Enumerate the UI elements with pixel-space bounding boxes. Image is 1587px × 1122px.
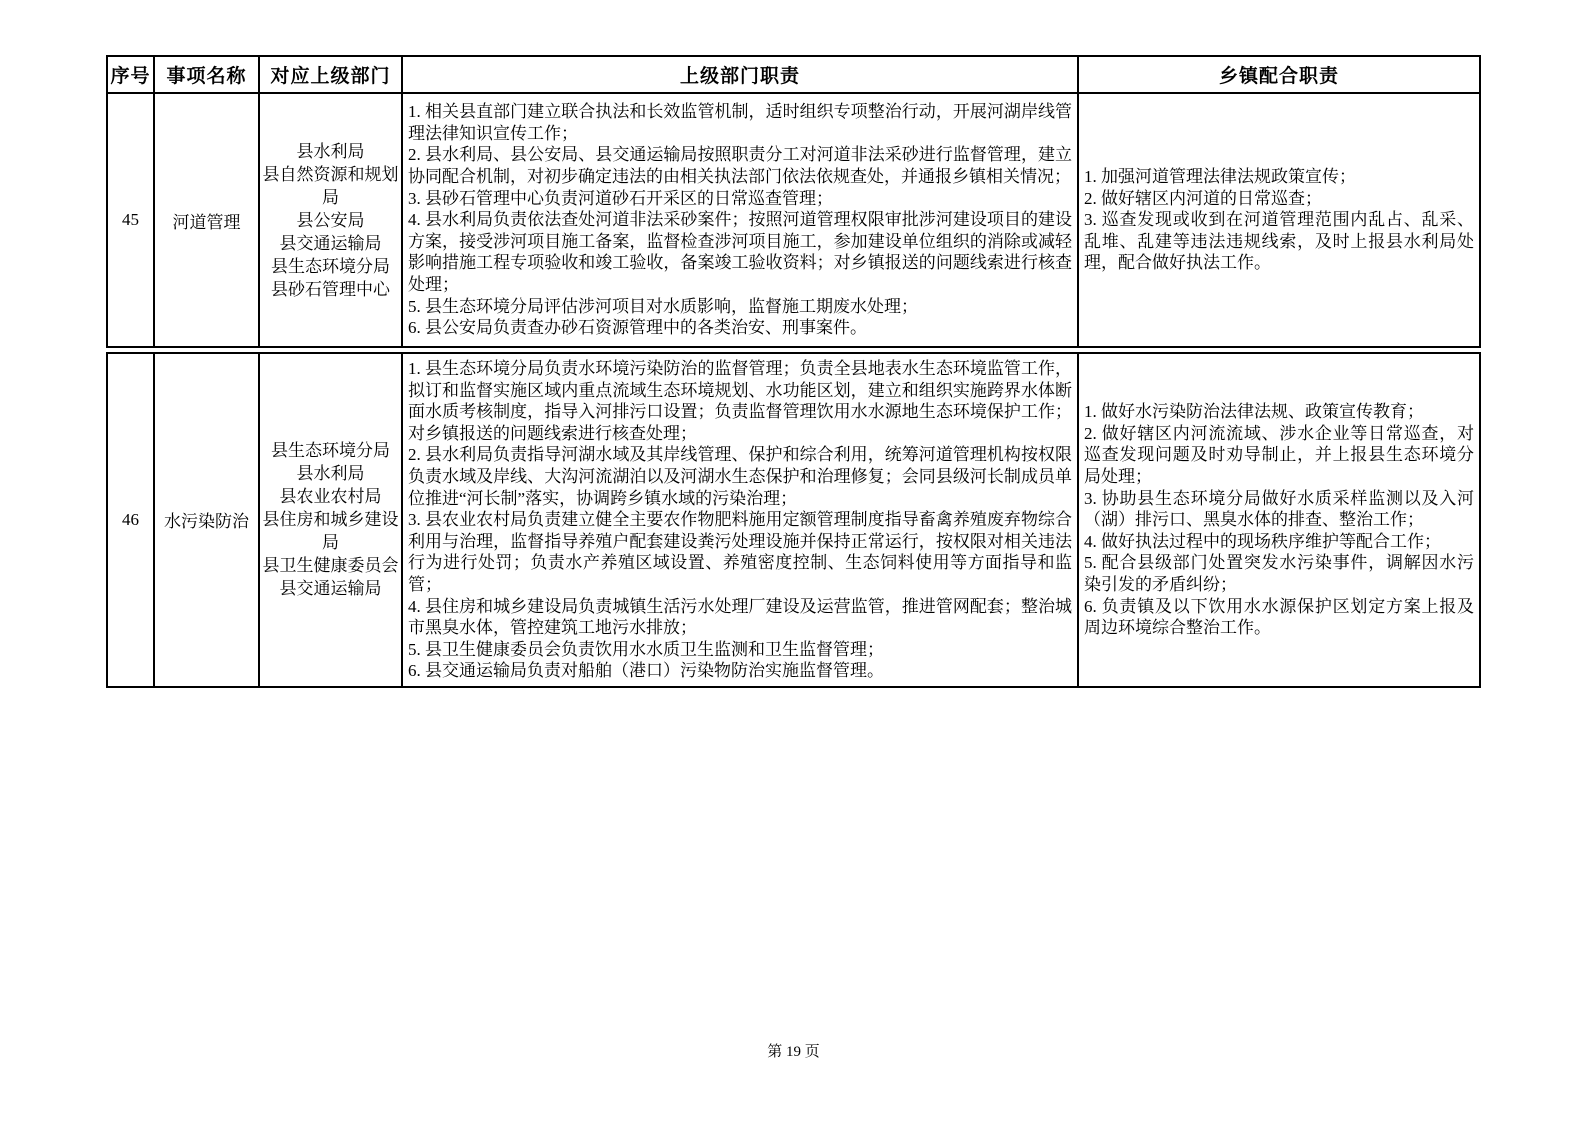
row-45-township-duties: [1078, 93, 1480, 347]
duty-item: 5. 县生态环境分局评估涉河项目对水质影响，监督施工期废水处理；: [408, 296, 918, 316]
department: 县交通运输局: [279, 579, 382, 599]
duty-item: 3. 县砂石管理中心负责河道砂石开采区的日常巡查管理；: [408, 188, 833, 208]
department: 县自然资源和规划局: [262, 164, 399, 207]
table-row-46-block: [106, 352, 1481, 688]
department: 县生态环境分局: [271, 256, 390, 276]
duty-item: 6. 县交通运输局负责对船舶（港口）污染物防治实施监督管理。: [408, 661, 884, 681]
row-46-township-duties: [1078, 353, 1480, 687]
duty-item: 6. 县公安局负责查办砂石资源管理中的各类治安、刑事案件。: [408, 318, 867, 338]
duty-item: 1. 相关县直部门建立联合执法和长效监管机制，适时组织专项整治行动，开展河湖岸线管理法律知识宣传工作；: [408, 102, 1072, 143]
page-number: 第 19 页: [767, 1044, 820, 1060]
department: 县水利局: [296, 464, 365, 484]
col-header-departments: 对应上级部门: [259, 56, 402, 93]
department: 县砂石管理中心: [271, 279, 390, 299]
col-header-township-duties: 乡镇配合职责: [1078, 56, 1480, 93]
department: 县住房和城乡建设局: [262, 510, 399, 553]
department: 县农业农村局: [279, 487, 382, 507]
header-row: [107, 56, 1480, 93]
department: 县卫生健康委员会: [262, 556, 399, 576]
township-duty-item: 1. 做好水污染防治法律法规、政策宣传教育；: [1084, 402, 1424, 422]
duty-item: 3. 县农业农村局负责建立健全主要农作物肥料施用定额管理制度指导畜禽养殖废弃物综合利用与治理，监督指导养殖户配套建设粪污处理设施并保持正常运行，按权限对相关违法行为进行处罚；负责水产养殖区域设置、养殖密度控制、生态饲料使用等方面指导和监管；: [408, 510, 1072, 594]
township-duty-item: 1. 加强河道管理法律法规政策宣传；: [1084, 167, 1356, 187]
row-46-item-name: 水污染防治: [154, 353, 259, 687]
duty-item: 2. 县水利局、县公安局、县交通运输局按照职责分工对河道非法采砂进行监督管理，建立协同配合机制，对初步确定违法的由相关执法部门依法依规查处，并通报乡镇相关情况；: [408, 145, 1072, 187]
duty-item: 1. 县生态环境分局负责水环境污染防治的监督管理；负责全县地表水生态环境监管工作，拟订和监督实施区域内重点流域生态环境规划、水功能区划，建立和组织实施跨界水体断面水质考核制度，指导入河排污口设置；负责监督管理饮用水水源地生态环境保护工作；对乡镇报送的问题线索进行核查处理；: [408, 359, 1072, 443]
duty-item: 4. 县水利局负责依法查处河道非法采砂案件；按照河道管理权限审批涉河建设项目的建设方案，接受涉河项目施工备案，监督检查涉河项目施工，参加建设单位组织的消除或减轻影响措施工程专项验收和竣工验收，备案竣工验收资料；对乡镇报送的问题线索进行核查处理；: [408, 210, 1072, 294]
row-45-departments: [259, 93, 402, 347]
duty-item: 5. 县卫生健康委员会负责饮用水水质卫生监测和卫生监督管理；: [408, 639, 884, 659]
township-duty-item: 5. 配合县级部门处置突发水污染事件，调解因水污染引发的矛盾纠纷；: [1084, 553, 1474, 594]
department: 县公安局: [296, 210, 365, 230]
table-header-and-row-45: [106, 55, 1481, 348]
row-45-no: 45: [107, 93, 154, 347]
row-45-superior-duties: [402, 93, 1078, 347]
row-46-no: 46: [107, 353, 154, 687]
table-row-46: [107, 353, 1480, 687]
duty-item: 4. 县住房和城乡建设局负责城镇生活污水处理厂建设及运营监管，推进管网配套；整治城市黑臭水体，管控建筑工地污水排放；: [408, 596, 1072, 638]
township-duty-item: 2. 做好辖区内河道的日常巡查；: [1084, 188, 1322, 208]
township-duty-item: 4. 做好执法过程中的现场秩序维护等配合工作；: [1084, 531, 1441, 551]
col-header-no: 序号: [107, 56, 154, 93]
col-header-superior-duties: 上级部门职责: [402, 56, 1078, 93]
township-duty-item: 3. 协助县生态环境分局做好水质采样监测以及入河（湖）排污口、黑臭水体的排查、整治工作；: [1084, 488, 1474, 530]
township-duty-item: 2. 做好辖区内河流流域、涉水企业等日常巡查，对巡查发现问题及时劝导制止，并上报县生态环境分局处理；: [1084, 423, 1474, 486]
row-46-superior-duties: [402, 353, 1078, 687]
department: 县水利局: [296, 141, 365, 161]
township-duty-item: 3. 巡查发现或收到在河道管理范围内乱占、乱采、乱堆、乱建等违法违规线索，及时上报县水利局处理，配合做好执法工作。: [1084, 210, 1474, 273]
responsibility-table: [106, 55, 1481, 688]
row-45-item-name: 河道管理: [154, 93, 259, 347]
township-duty-item: 6. 负责镇及以下饮用水水源保护区划定方案上报及周边环境综合整治工作。: [1084, 596, 1474, 638]
department: 县生态环境分局: [271, 441, 390, 461]
table-row-45: [107, 93, 1480, 347]
duty-item: 2. 县水利局负责指导河湖水域及其岸线管理、保护和综合利用，统筹河道管理机构按权限负责水域及岸线、大沟河流湖泊以及河湖水生态保护和治理修复；会同县级河长制成员单位推进“河长制”落实，协调跨乡镇水域的污染治理；: [408, 445, 1072, 508]
department: 县交通运输局: [279, 233, 382, 253]
row-46-departments: [259, 353, 402, 687]
col-header-item-name: 事项名称: [154, 56, 259, 93]
